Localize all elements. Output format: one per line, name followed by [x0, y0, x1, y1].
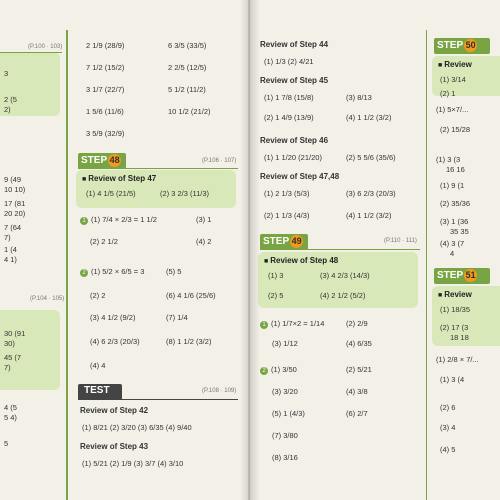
review-answer: (1) 8/21 (2) 3/20 (3) 6/35 (4) 9/40 — [82, 423, 192, 432]
header-rule — [78, 399, 238, 400]
question-1-4: (4) 6/35 — [346, 339, 372, 348]
book-gutter — [240, 0, 260, 500]
answer-fragment: 5 — [4, 439, 9, 448]
review-answer: (3) 4 2/3 (14/3) — [320, 271, 370, 280]
question-2-5: (5) 1 (4/3) — [272, 409, 305, 418]
question-2-8: (8) 3/16 — [272, 453, 298, 462]
question-2-4a: (4) 6 2/3 (20/3) — [90, 337, 140, 346]
step-51-badge: STEP 51 — [434, 268, 490, 284]
question-2-5: (5) 5 — [166, 267, 182, 276]
answer-8: 5 1/2 (11/2) — [168, 85, 206, 94]
answer-1: 2 1/9 (28/9) — [86, 41, 125, 50]
answer-fragment: 45 (7 — [4, 353, 22, 362]
review-answer: (4) 1 1/2 (3/2) — [346, 113, 392, 122]
answer-fragment: 20 20) — [4, 209, 26, 218]
answer-3: 3 1/7 (22/7) — [86, 85, 125, 94]
answer-fragment: 17 (81 — [4, 199, 26, 208]
review-answer: (1) 1 7/8 (15/8) — [264, 93, 314, 102]
answer-2: 7 1/2 (15/2) — [86, 63, 125, 72]
answer-fragment: (1) 18/35 — [440, 305, 471, 314]
review-title: Review of Step 45 — [260, 76, 329, 85]
answer-4: 1 5/6 (11/6) — [86, 107, 124, 116]
answer-fragment: (2) 35/36 — [440, 199, 471, 208]
question-1-4: (4) 2 — [196, 237, 212, 246]
question-2-2: (2) 5/21 — [346, 365, 372, 374]
answer-fragment: (4) 3 (7 — [440, 239, 465, 248]
header-rule — [260, 249, 420, 250]
review-answer: (1) 2 1/3 (5/3) — [264, 189, 310, 198]
answer-fragment: 4 (5 — [4, 403, 17, 412]
answer-fragment: 35 35 — [450, 227, 469, 236]
answer-fragment: (1) 3 (3 — [436, 155, 461, 164]
answer-fragment: 7) — [4, 233, 11, 242]
review-title: ■ Review — [438, 290, 472, 299]
answer-fragment: (1) 3/14 — [440, 75, 466, 84]
answer-fragment: (1) 9 (1 — [440, 181, 465, 190]
review-answer: (1) 5/21 (2) 1/9 (3) 3/7 (4) 3/10 — [82, 459, 184, 468]
answer-fragment: 2) — [4, 105, 11, 114]
review-answer: (3) 6 2/3 (20/3) — [346, 189, 396, 198]
answer-fragment: 30) — [4, 339, 15, 348]
question-2-4: (4) 3/8 — [346, 387, 368, 396]
left-page — [0, 0, 248, 500]
review-answer: (1) 3 — [268, 271, 284, 280]
answer-fragment: 3 — [4, 69, 9, 78]
review-answer: (2) 5 5/6 (35/6) — [346, 153, 396, 162]
answer-fragment: (2) 1 — [440, 89, 456, 98]
review-answer: (2) 1 1/3 (4/3) — [264, 211, 310, 220]
question-1-1: 1 (1) 7/4 × 2/3 = 1 1/2 — [80, 216, 157, 225]
question-2-3: (3) 3/20 — [272, 387, 298, 396]
answer-fragment: 4 1) — [4, 255, 17, 264]
review-title: Review of Step 43 — [80, 442, 149, 451]
review-box-left-edge — [0, 310, 60, 390]
page-reference: (P.106 · 107) — [202, 158, 237, 164]
answer-fragment: 4 — [450, 249, 455, 258]
question-1-3: (3) 1 — [196, 215, 212, 224]
question-2-2: (2) 2 — [90, 291, 106, 300]
header-rule — [78, 168, 238, 169]
question-2-6: (6) 4 1/6 (25/6) — [166, 291, 216, 300]
step-49-badge: STEP 49 — [260, 234, 308, 250]
question-2-4b: (4) 4 — [90, 361, 106, 370]
answer-9: 10 1/2 (21/2) — [168, 107, 211, 116]
step-50-badge: STEP 50 — [434, 38, 490, 54]
answer-fragment: 10 10) — [4, 185, 26, 194]
review-answer: (3) 8/13 — [346, 93, 372, 102]
review-answer: (1) 1 1/20 (21/20) — [264, 153, 322, 162]
answer-fragment: 2 (5 — [4, 95, 17, 104]
question-1-1: 1 (1) 1/7×2 = 1/14 — [260, 320, 324, 329]
question-2-3: (3) 4 1/2 (9/2) — [90, 313, 136, 322]
answer-fragment: 1 (4 — [4, 245, 17, 254]
review-answer: (1) 4 1/5 (21/5) — [86, 189, 136, 198]
review-title: Review of Step 47,48 — [260, 172, 340, 181]
review-answer: (2) 3 2/3 (11/3) — [160, 189, 210, 198]
answer-fragment: (1) 5×7/... — [436, 105, 469, 114]
answer-fragment: (1) 2/8 × 7/... — [436, 355, 479, 364]
page-reference: (P.110 · 111) — [384, 238, 417, 244]
answer-fragment: 18 18 — [450, 333, 469, 342]
question-2-6: (6) 2/7 — [346, 409, 368, 418]
header-rule — [0, 52, 62, 53]
question-2-1: 2 (1) 3/50 — [260, 366, 297, 375]
question-1-3: (3) 1/12 — [272, 339, 298, 348]
answer-6: 6 3/5 (33/5) — [168, 41, 207, 50]
answer-fragment: 30 (91 — [4, 329, 26, 338]
answer-fragment: (2) 17 (3 — [440, 323, 469, 332]
answer-fragment: 5 4) — [4, 413, 17, 422]
answer-fragment: (3) 1 (36 — [440, 217, 469, 226]
test-badge: TEST — [78, 384, 122, 400]
answer-fragment: (3) 4 — [440, 423, 456, 432]
review-title: Review of Step 44 — [260, 40, 329, 49]
answer-fragment: (2) 6 — [440, 403, 456, 412]
right-page — [250, 0, 500, 500]
review-answer: (4) 1 1/2 (3/2) — [346, 211, 392, 220]
review-answer: (2) 5 — [268, 291, 284, 300]
question-2-7: (7) 3/80 — [272, 431, 298, 440]
answer-fragment: 9 (49 — [4, 175, 22, 184]
answer-fragment: 7 (64 — [4, 223, 22, 232]
question-2-7: (7) 1/4 — [166, 313, 188, 322]
review-title: Review of Step 46 — [260, 136, 329, 145]
page-reference: (P.108 · 109) — [202, 388, 237, 394]
review-answer: (2) 1 4/9 (13/9) — [264, 113, 314, 122]
column-divider — [66, 30, 68, 500]
answer-fragment: 7) — [4, 363, 11, 372]
review-answer: (4) 2 1/2 (5/2) — [320, 291, 366, 300]
review-answer: (1) 1/3 (2) 4/21 — [264, 57, 314, 66]
question-1-2: (2) 2 1/2 — [90, 237, 118, 246]
page-reference: (P.104 · 105) — [30, 296, 65, 302]
step-48-badge: STEP 48 — [78, 153, 126, 169]
answer-fragment: 16 16 — [446, 165, 465, 174]
answer-fragment: (2) 15/28 — [440, 125, 471, 134]
question-2-1: 2 (1) 5/2 × 6/5 = 3 — [80, 268, 144, 277]
review-title: ■ Review of Step 48 — [264, 256, 338, 265]
question-2-8: (8) 1 1/2 (3/2) — [166, 337, 212, 346]
review-title: ■ Review — [438, 60, 472, 69]
answer-fragment: (4) 5 — [440, 445, 456, 454]
answer-fragment: (1) 3 (4 — [440, 375, 465, 384]
question-1-2: (2) 2/9 — [346, 319, 368, 328]
review-title: ■ Review of Step 47 — [82, 174, 156, 183]
column-divider — [426, 30, 427, 500]
answer-5: 3 5/9 (32/9) — [86, 129, 125, 138]
review-title: Review of Step 42 — [80, 406, 149, 415]
page-reference: (P.100 · 103) — [28, 44, 63, 50]
answer-7: 2 2/5 (12/5) — [168, 63, 207, 72]
